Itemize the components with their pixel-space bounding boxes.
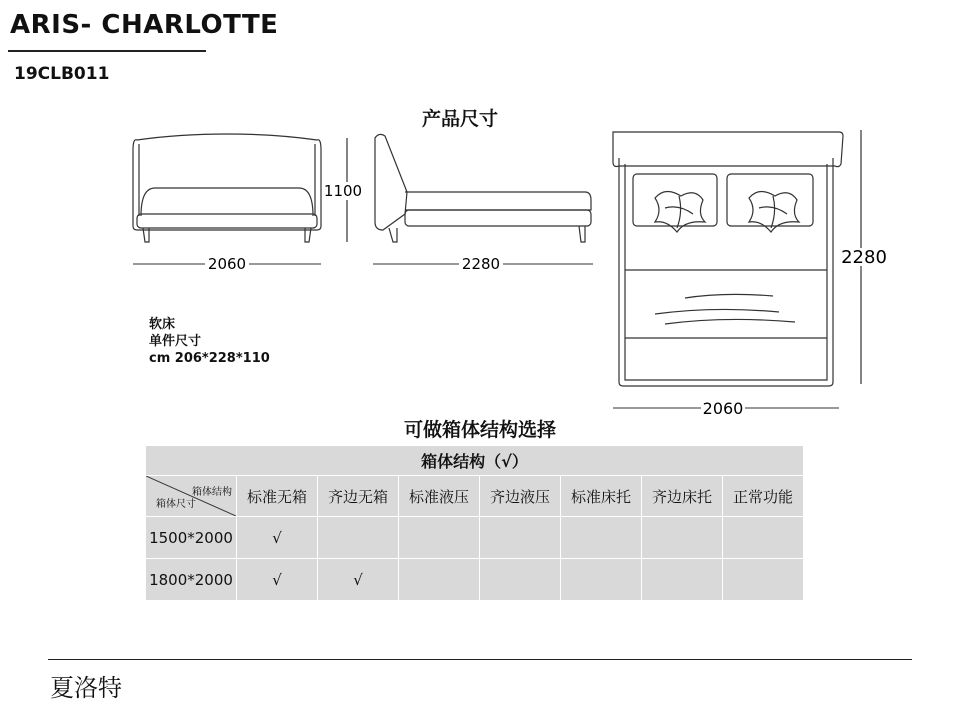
- table-cell: [561, 517, 642, 559]
- footer-divider: [48, 659, 912, 660]
- front-height-label: 1100: [323, 182, 363, 200]
- table-cell: [642, 517, 723, 559]
- column-header: 标准液压: [399, 476, 480, 517]
- box-structure-heading: 可做箱体结构选择: [403, 419, 556, 441]
- spec-size-value: cm 206*228*110: [149, 351, 270, 366]
- side-view-drawing: [365, 130, 600, 280]
- front-width-label: 2060: [207, 255, 247, 273]
- table-row: [146, 559, 804, 601]
- table-cell: [399, 517, 480, 559]
- spec-block: [149, 316, 270, 367]
- table-corner-cell: [146, 476, 237, 517]
- column-header: 齐边液压: [480, 476, 561, 517]
- spec-size-label: 单件尺寸: [149, 334, 202, 349]
- table-cell: [480, 559, 561, 601]
- table-row: [146, 517, 804, 559]
- top-width-label: 2060: [702, 399, 744, 418]
- table-cell: [318, 517, 399, 559]
- table-cell: √: [237, 517, 318, 559]
- table-cell: [561, 559, 642, 601]
- box-structure-table: [145, 445, 804, 601]
- top-view-drawing: [605, 128, 905, 420]
- column-header: 齐边床托: [642, 476, 723, 517]
- product-code: 19CLB011: [14, 64, 110, 84]
- spec-type: 软床: [149, 317, 176, 332]
- table-cell: [480, 517, 561, 559]
- table-cell: √: [318, 559, 399, 601]
- side-length-label: 2280: [461, 255, 501, 273]
- table-cell: [723, 559, 804, 601]
- footer-name: 夏洛特: [50, 674, 122, 702]
- corner-top-label: 箱体结构: [192, 487, 232, 498]
- table-cell: √: [237, 559, 318, 601]
- row-size-cell: 1500*2000: [146, 517, 237, 559]
- corner-bottom-label: 箱体尺寸: [156, 499, 196, 510]
- product-title: ARIS- CHARLOTTE: [10, 10, 279, 40]
- table-cell: [399, 559, 480, 601]
- table-cell: [723, 517, 804, 559]
- top-length-label: 2280: [841, 247, 887, 268]
- row-size-cell: 1800*2000: [146, 559, 237, 601]
- table-column-row: [146, 476, 804, 517]
- column-header: 齐边无箱: [318, 476, 399, 517]
- column-header: 标准无箱: [237, 476, 318, 517]
- column-header: 正常功能: [723, 476, 804, 517]
- dimension-heading: 产品尺寸: [421, 108, 498, 130]
- table-header: 箱体结构（√）: [146, 446, 804, 476]
- column-header: 标准床托: [561, 476, 642, 517]
- table-cell: [642, 559, 723, 601]
- title-underline: [8, 50, 206, 52]
- front-view-drawing: [125, 130, 370, 280]
